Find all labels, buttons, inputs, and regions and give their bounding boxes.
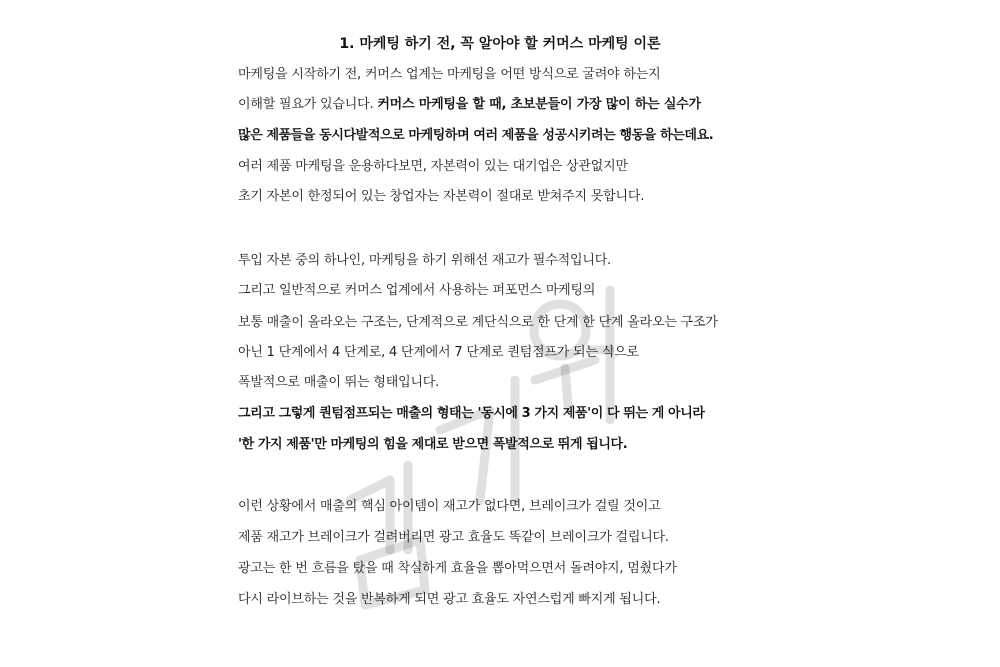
paragraph-3-line-2: 제품 재고가 브레이크가 걸려버리면 광고 효율도 똑같이 브레이크가 걸립니다.	[238, 530, 669, 545]
paragraph-1-line-2	[238, 96, 778, 114]
paragraph-3-line-4: 다시 라이브하는 것을 반복하게 되면 광고 효율도 자연스럽게 빠지게 됩니다.	[238, 592, 661, 607]
paragraph-1-line-5: 초기 자본이 한정되어 있는 창업자는 자본력이 절대로 받쳐주지 못합니다.	[238, 189, 645, 204]
paragraph-2-line-6: 그리고 그렇게 퀀텀점프되는 매출의 형태는 '동시에 3 가지 제품'이 다 뛰는 게 아니라	[238, 406, 705, 421]
paragraph-3-line-1: 이런 상황에서 매출의 핵심 아이템이 재고가 없다면, 브레이크가 걸릴 것이고	[238, 499, 661, 514]
paragraph-1-line-3: 많은 제품들을 동시다발적으로 마케팅하며 여러 제품을 성공시키려는 행동을 하는데요.	[238, 128, 714, 143]
paragraph-1-line-4: 여러 제품 마케팅을 운용하다보면, 자본력이 있는 대기업은 상관없지만	[238, 159, 628, 174]
watermark	[290, 250, 650, 610]
paragraph-1-line-2-bold: 커머스 마케팅을 할 때, 초보분들이 가장 많이 하는 실수가	[377, 97, 701, 112]
paragraph-2-line-3: 보통 매출이 올라오는 구조는, 단계적으로 계단식으로 한 단계 한 단계 올라오는 구조가	[238, 315, 718, 330]
paragraph-3-line-3: 광고는 한 번 흐름을 탔을 때 착실하게 효율을 뽑아먹으면서 돌려야지, 멈췄다가	[238, 561, 677, 576]
paragraph-1-line-1: 마케팅을 시작하기 전, 커머스 업계는 마케팅을 어떤 방식으로 굴려야 하는지	[238, 67, 661, 82]
paragraph-2-line-5: 폭발적으로 매출이 뛰는 형태입니다.	[238, 375, 440, 390]
paragraph-2-line-2: 그리고 일반적으로 커머스 업계에서 사용하는 퍼포먼스 마케팅의	[238, 283, 596, 298]
paragraph-2-line-7: '한 가지 제품'만 마케팅의 힘을 제대로 받으면 폭발적으로 뛰게 됩니다.	[238, 437, 628, 452]
section-title: 1. 마케팅 하기 전, 꼭 알아야 할 커머스 마케팅 이론	[339, 36, 661, 52]
paragraph-2-line-4: 아닌 1 단계에서 4 단계로, 4 단계에서 7 단계로 퀀텀점프가 되는 식으로	[238, 345, 639, 360]
paragraph-2-line-1: 투입 자본 중의 하나인, 마케팅을 하기 위해선 재고가 필수적입니다.	[238, 253, 611, 268]
paragraph-1-line-2-normal: 이해할 필요가 있습니다.	[238, 97, 378, 112]
